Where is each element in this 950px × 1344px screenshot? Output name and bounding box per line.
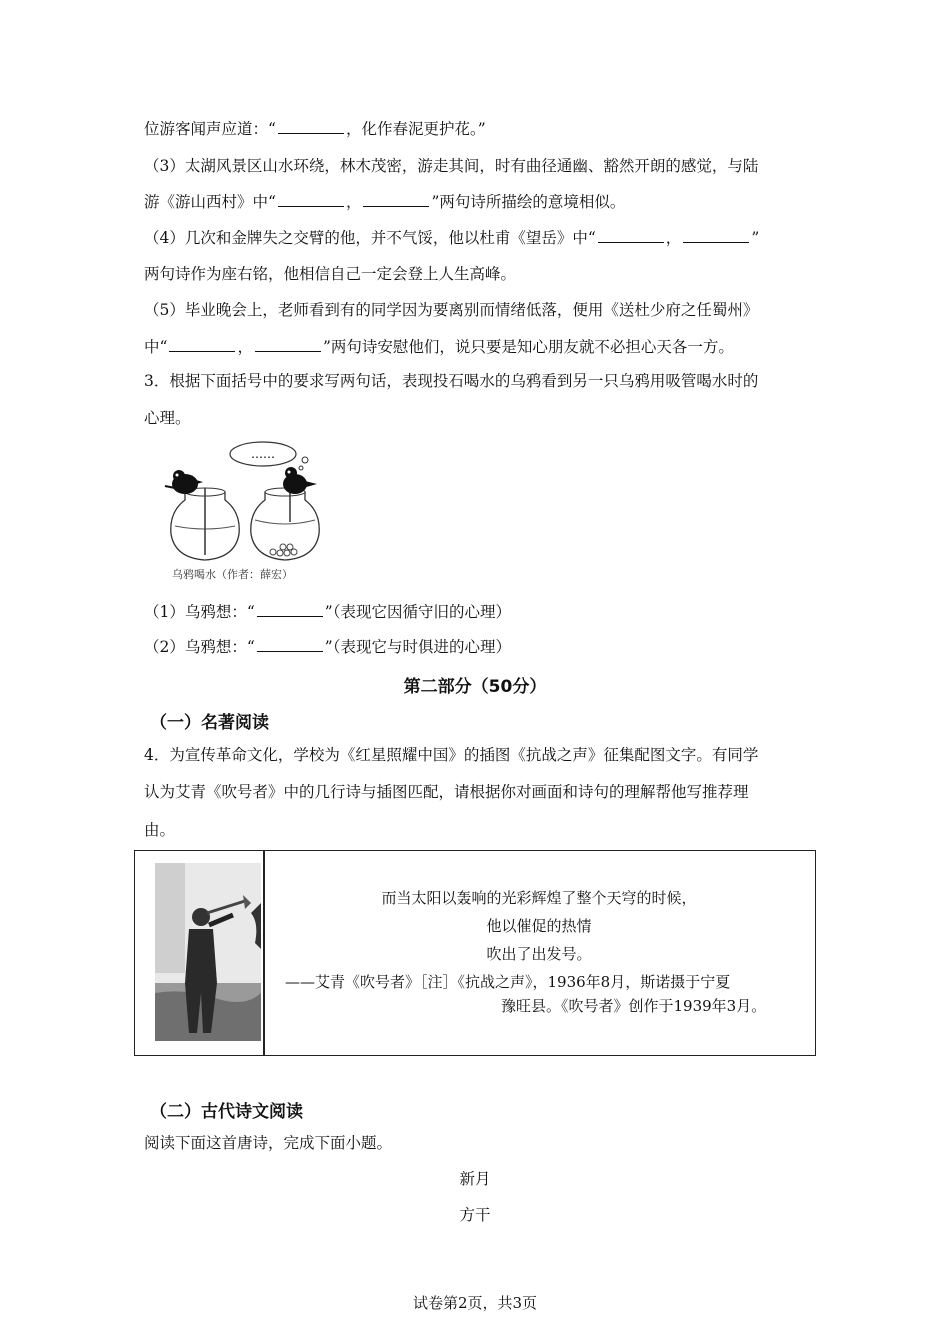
text: ， <box>345 193 362 211</box>
text: ”（表现它因循守旧的心理） <box>324 603 511 621</box>
q2-3-line1: （3）太湖风景区山水环绕，林木茂密，游走其间，时有曲径通幽、豁然开朗的感觉，与陆 <box>144 157 759 175</box>
q2-5-line1: （5）毕业晚会上，老师看到有的同学因为要离别而情绪低落，便用《送杜少府之任蜀州》 <box>144 301 759 319</box>
answer-blank[interactable] <box>169 337 235 352</box>
text: 位游客闻声应道：“ <box>144 120 276 138</box>
bugler-image <box>155 863 261 1041</box>
answer-blank[interactable] <box>255 337 321 352</box>
q4-line3: 由。 <box>144 821 176 839</box>
text: ，化作春泥更护花。” <box>345 120 486 138</box>
text: （4）几次和金牌失之交臂的他，并不气馁，他以杜甫《望岳》中“ <box>144 229 596 247</box>
note-line-2: 豫旺县。《吹号者》创作于1939年3月。 <box>501 997 767 1015</box>
q2-4-line2: 两句诗作为座右铭，他相信自己一定会登上人生高峰。 <box>144 265 517 283</box>
q3-sub1 <box>144 602 511 622</box>
text: ”两句诗安慰他们，说只要是知心朋友就不必担心天各一方。 <box>322 338 734 356</box>
poem-line-1: 而当太阳以轰响的光彩辉煌了整个天穹的时候， <box>381 889 697 907</box>
q2-3-line2 <box>144 192 625 212</box>
q2-5-line2 <box>144 337 734 357</box>
q2-4-line1 <box>144 228 759 248</box>
section1-heading: （一）名著阅读 <box>150 713 269 733</box>
answer-blank[interactable] <box>257 637 323 652</box>
poem-line-3: 吹出了出发号。 <box>486 945 592 963</box>
poem-author: 方干 <box>459 1206 491 1224</box>
text: ”（表现它与时俱进的心理） <box>324 638 511 656</box>
answer-blank[interactable] <box>278 192 344 207</box>
q4-line2: 认为艾青《吹号者》中的几行诗与插图匹配，请根据你对画面和诗句的理解帮他写推荐理 <box>144 783 749 801</box>
q3-line1: 3．根据下面括号中的要求写两句话，表现投石喝水的乌鸦看到另一只乌鸦用吸管喝水时的 <box>144 372 759 390</box>
text: （1）乌鸦想：“ <box>144 603 255 621</box>
answer-blank[interactable] <box>363 192 429 207</box>
answer-blank[interactable] <box>257 602 323 617</box>
page-footer: 试卷第2页，共3页 <box>412 1294 538 1312</box>
q4-line1: 4．为宣传革命文化，学校为《红星照耀中国》的插图《抗战之声》征集配图文字。有同学 <box>144 746 759 764</box>
text: ”两句诗所描绘的意境相似。 <box>431 193 626 211</box>
q2-blank-line <box>144 119 486 139</box>
poem-title: 新月 <box>459 1170 491 1188</box>
text: ” <box>751 229 760 247</box>
poem-image-table <box>134 850 816 1056</box>
q3-sub2 <box>144 637 511 657</box>
poem-line-2: 他以催促的热情 <box>486 917 592 935</box>
answer-blank[interactable] <box>598 228 664 243</box>
bugler-photo <box>155 863 261 1041</box>
part2-title: 第二部分（50分） <box>403 677 547 697</box>
crow-drinking-illustration <box>155 440 325 585</box>
q3-line2: 心理。 <box>144 409 191 427</box>
figure-caption: 乌鸦喝水（作者：薛宏） <box>172 568 293 581</box>
text: 游《游山西村》中“ <box>144 193 276 211</box>
text: ， <box>665 229 682 247</box>
text: 中“ <box>144 338 168 356</box>
note-line-1: ——艾青《吹号者》［注］《抗战之声》，1936年8月，斯诺摄于宁夏 <box>285 973 731 991</box>
answer-blank[interactable] <box>683 228 749 243</box>
answer-blank[interactable] <box>278 119 344 134</box>
section2-intro: 阅读下面这首唐诗，完成下面小题。 <box>144 1134 393 1152</box>
crow-drawing <box>155 440 325 570</box>
text: ， <box>237 338 253 356</box>
bubble-text: …… <box>251 447 275 461</box>
text: （2）乌鸦想：“ <box>144 638 255 656</box>
section2-heading: （二）古代诗文阅读 <box>150 1102 303 1122</box>
